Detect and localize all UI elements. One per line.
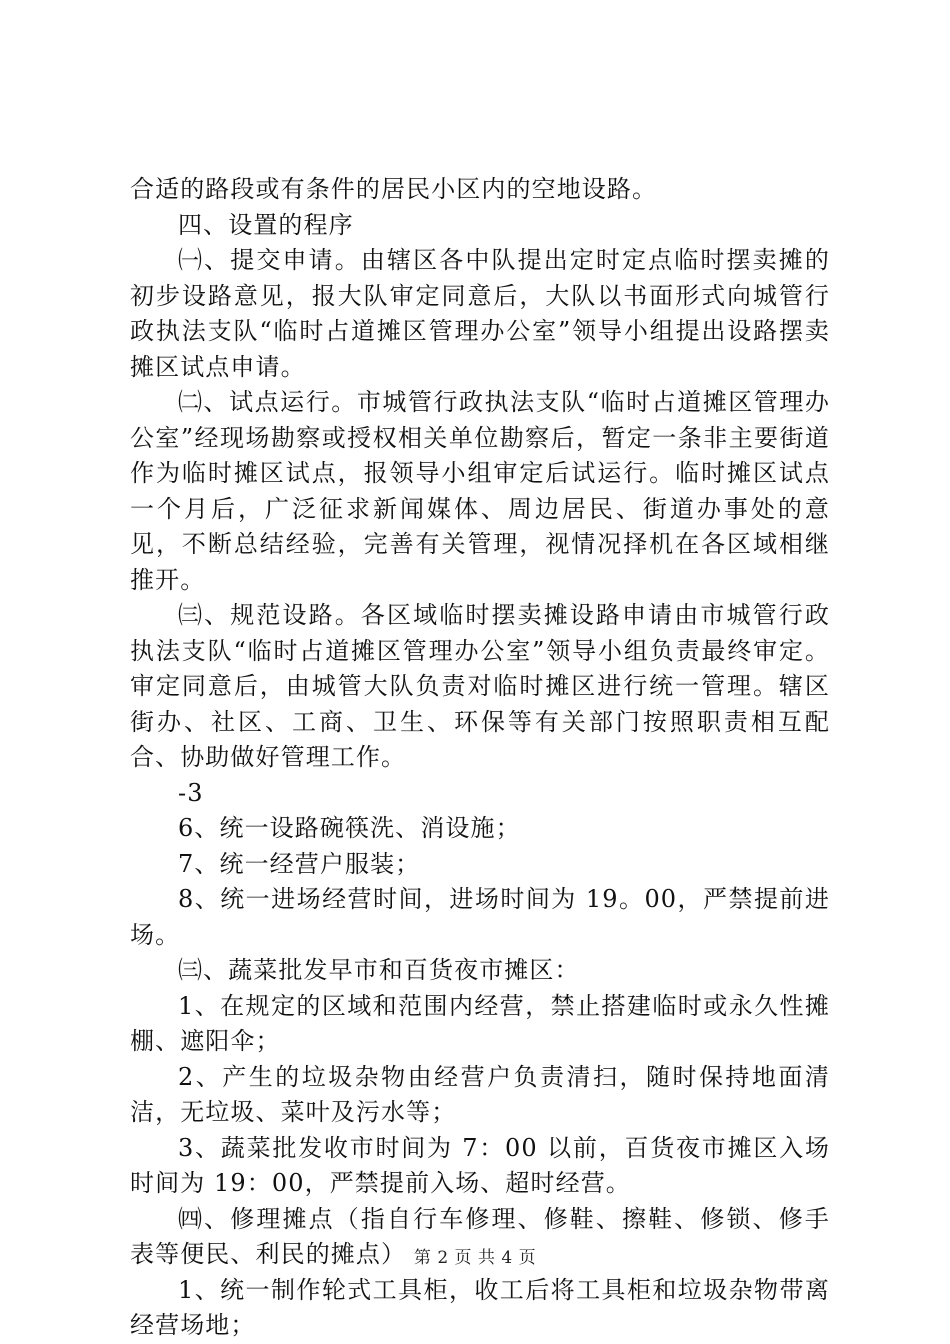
page-marker: -3 — [178, 778, 204, 807]
paragraph: ㈠、提交申请。由辖区各中队提出定时定点临时摆卖摊的初步设路意见，报大队审定同意后，大队以书面形式向城管行政执法支队“临时占道摊区管理办公室”领导小组提出设路摆卖摊区试点申请。 — [130, 246, 830, 381]
document-body — [130, 172, 830, 1344]
list-item: 7、统一经营户服装； — [178, 849, 421, 878]
list-item: 8、统一进场经营时间，进场时间为 19。00，严禁提前进场。 — [130, 885, 830, 949]
list-item: 2、产生的垃圾杂物由经营户负责清扫，随时保持地面清洁，无垃圾、菜叶及污水等； — [130, 1062, 830, 1126]
list-item: 1、在规定的区域和范围内经营，禁止搭建临时或永久性摊棚、遮阳伞； — [130, 991, 830, 1055]
subsection-heading: ㈣、修理摊点（指自行车修理、修鞋、擦鞋、修锁、修手表等便民、利民的摊点） — [130, 1204, 830, 1268]
page-footer: 第 2 页 共 4 页 — [413, 1248, 537, 1268]
list-item: 3、蔬菜批发收市时间为 7：00 以前，百货夜市摊区入场时间为 19：00，严禁提前入场、超时经营。 — [130, 1133, 830, 1197]
section-heading: 四、设置的程序 — [178, 210, 354, 239]
paragraph: 合适的路段或有条件的居民小区内的空地设路。 — [130, 175, 658, 203]
list-item: 6、统一设路碗筷洗、消设施； — [178, 814, 521, 842]
list-item: 1、统一制作轮式工具柜，收工后将工具柜和垃圾杂物带离经营场地； — [130, 1275, 830, 1339]
subsection-heading: ㈢、蔬菜批发早市和百货夜市摊区： — [178, 956, 580, 984]
paragraph: ㈢、规范设路。各区域临时摆卖摊设路申请由市城管行政执法支队“临时占道摊区管理办公室”领导小组负责最终审定。审定同意后，由城管大队负责对临时摊区进行统一管理。辖区街办、社区、工商、卫生、环保等有关部门按照职责相互配合、协助做好管理工作。 — [130, 601, 830, 771]
paragraph: ㈡、试点运行。市城管行政执法支队“临时占道摊区管理办公室”经现场勘察或授权相关单位勘察后，暂定一条非主要街道作为临时摊区试点，报领导小组审定后试运行。临时摊区试点一个月后，广泛征求新闻媒体、周边居民、街道办事处的意见，不断总结经验，完善有关管理，视情况择机在各区域相继推开。 — [130, 388, 830, 594]
